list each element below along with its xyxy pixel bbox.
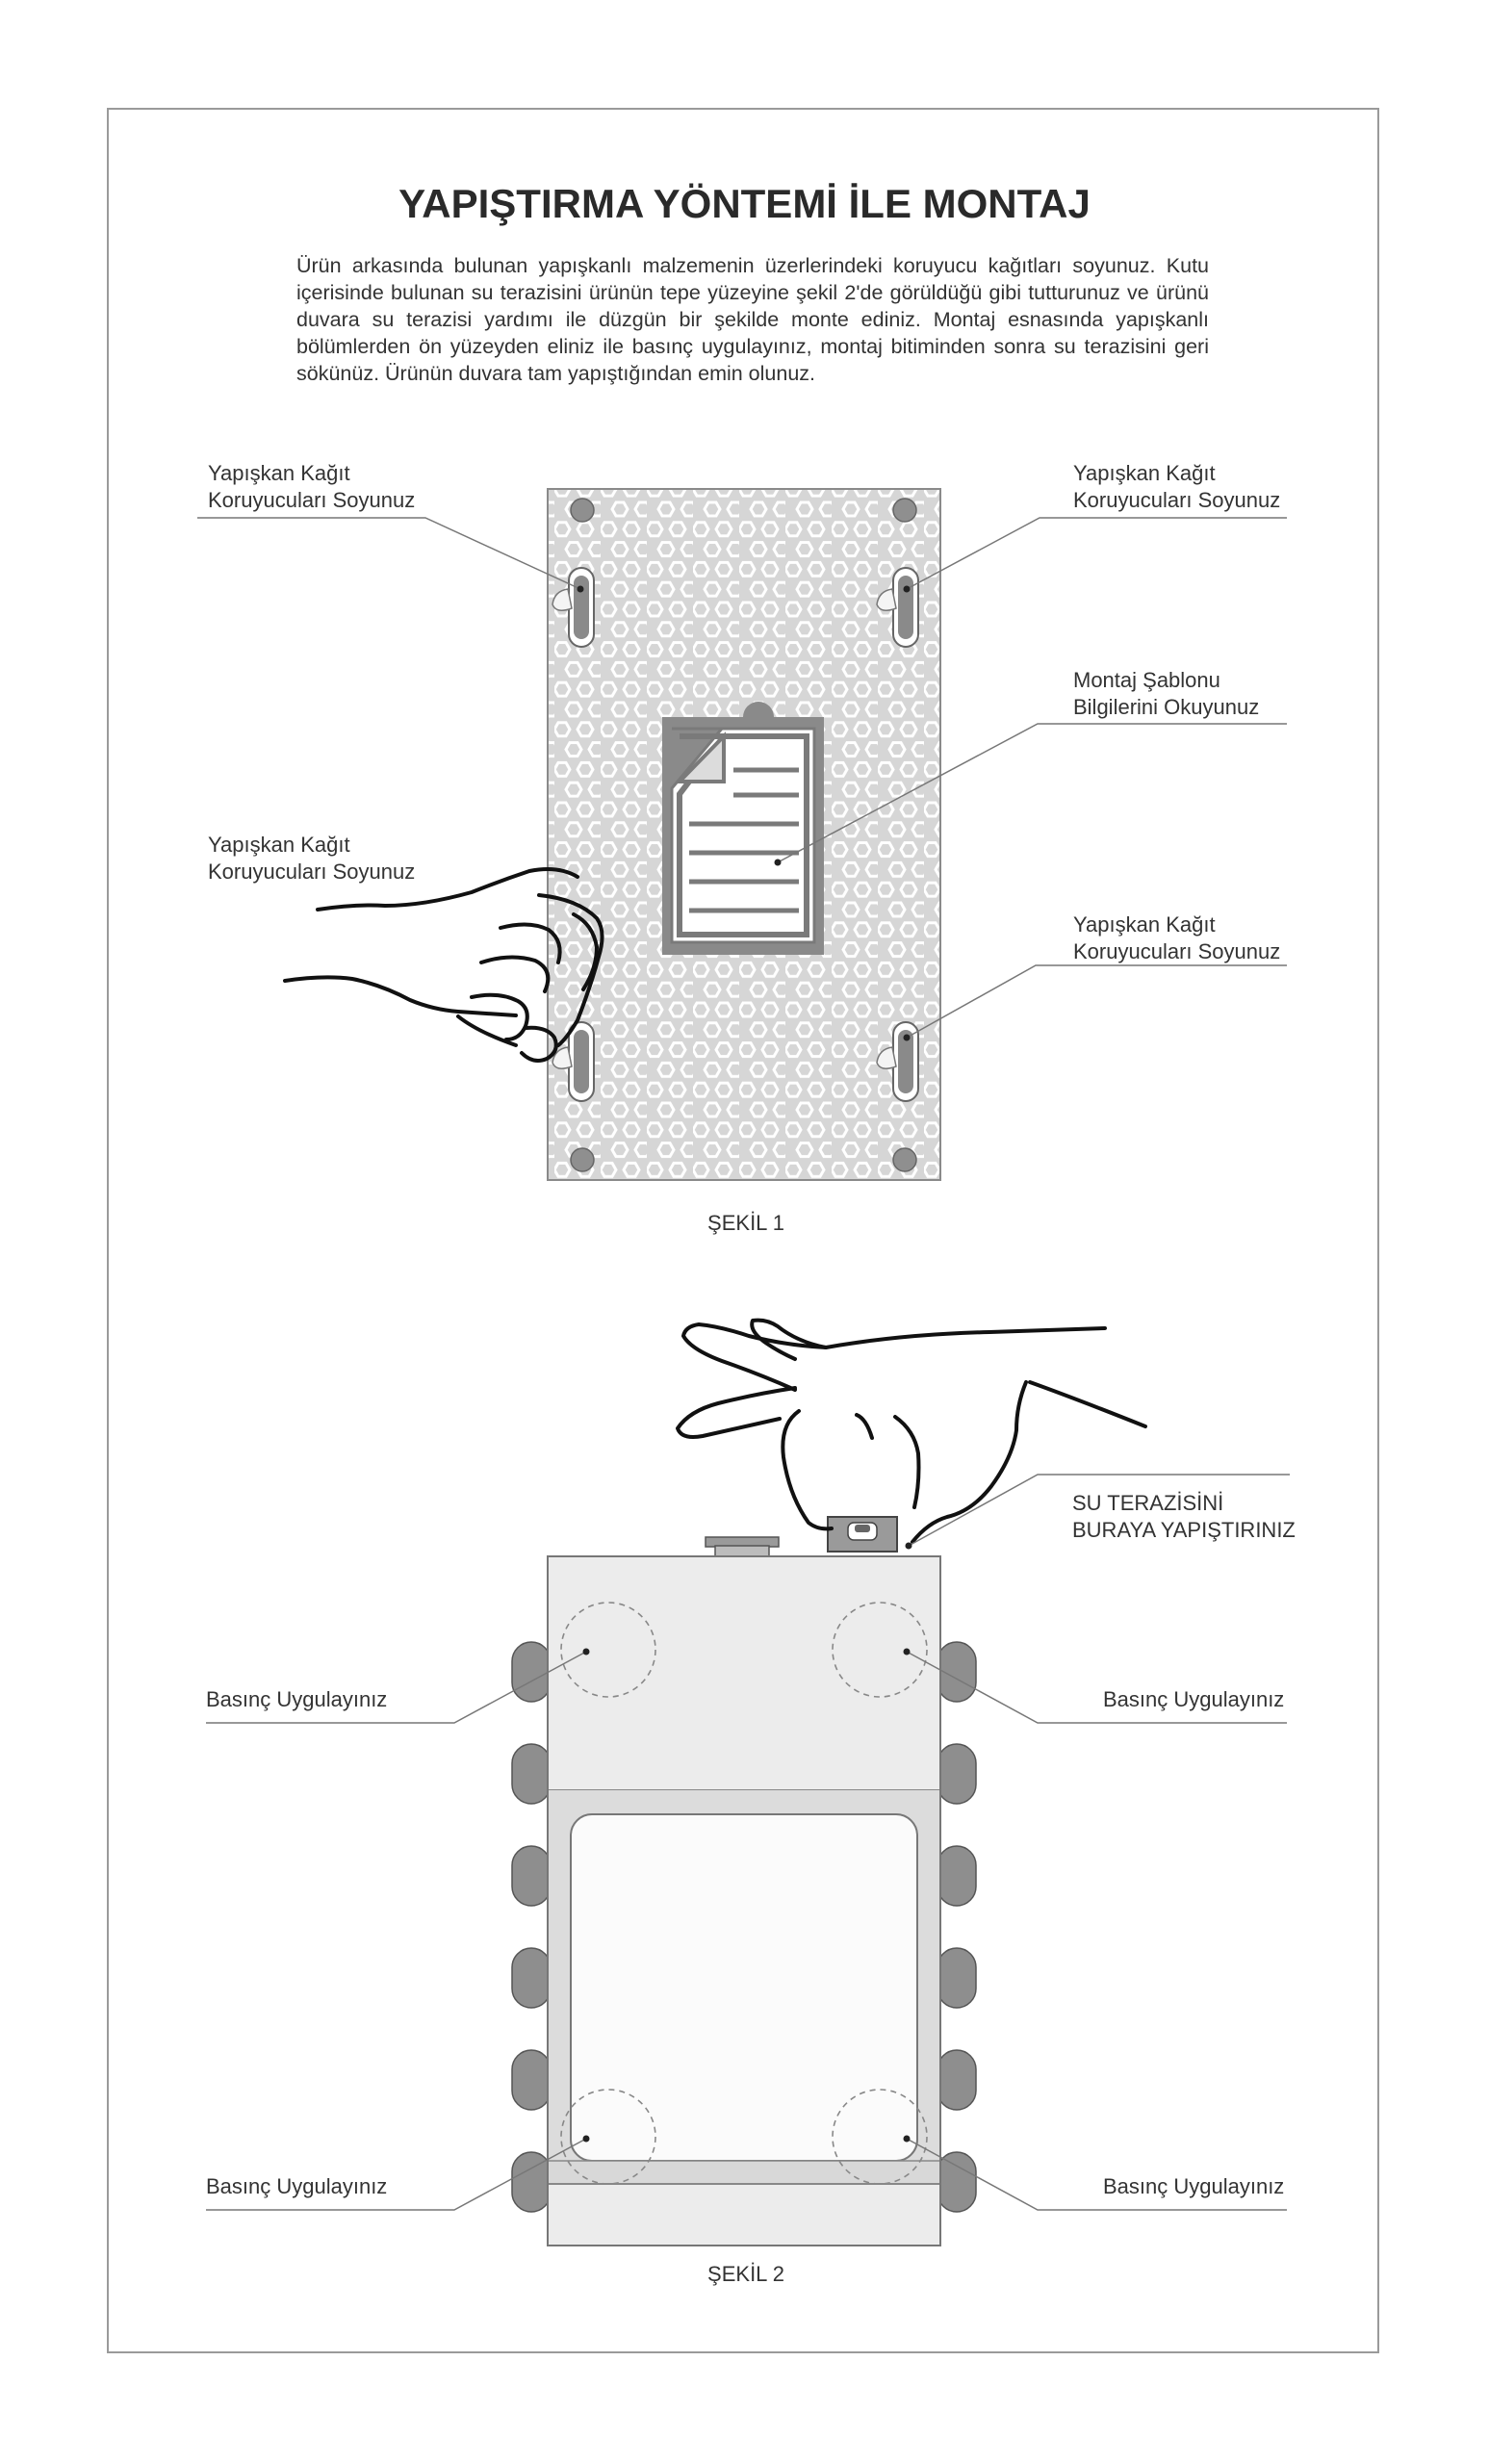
corner-screw-dot <box>893 499 916 522</box>
label-line: Bilgilerini Okuyunuz <box>1073 695 1260 719</box>
spirit-level-icon <box>828 1517 897 1552</box>
label-level-here <box>1072 1490 1296 1544</box>
label-press-bottom-left: Basınç Uygulayınız <box>206 2174 388 2198</box>
figure1-caption: ŞEKİL 1 <box>707 1211 784 1235</box>
label-peel-top-right <box>1073 460 1280 514</box>
label-press-top-left: Basınç Uygulayınız <box>206 1687 388 1711</box>
label-line: BURAYA YAPIŞTIRINIZ <box>1072 1518 1296 1542</box>
label-line: SU TERAZİSİNİ <box>1072 1491 1224 1515</box>
label-peel-bottom-right <box>1073 911 1280 965</box>
label-line: Koruyucuları Soyunuz <box>208 860 416 884</box>
label-peel-top-left <box>208 460 415 514</box>
label-line: Yapışkan Kağıt <box>1073 461 1216 485</box>
label-line: Yapışkan Kağıt <box>208 461 350 485</box>
label-template-info <box>1073 667 1259 721</box>
label-peel-mid-left <box>208 832 415 886</box>
corner-screw-dot <box>571 1148 594 1171</box>
label-line: Koruyucuları Soyunuz <box>208 488 416 512</box>
label-press-bottom-right: Basınç Uygulayınız <box>1103 2174 1285 2198</box>
label-line: Koruyucuları Soyunuz <box>1073 939 1281 963</box>
page-title: YAPIŞTIRMA YÖNTEMİ İLE MONTAJ <box>398 181 1091 226</box>
label-line: Montaj Şablonu <box>1073 668 1220 692</box>
document-icon <box>662 702 824 955</box>
label-press-top-right: Basınç Uygulayınız <box>1103 1687 1285 1711</box>
figure2-body <box>512 1321 1145 2246</box>
corner-screw-dot <box>571 499 594 522</box>
corner-screw-dot <box>893 1148 916 1171</box>
label-line: Koruyucuları Soyunuz <box>1073 488 1281 512</box>
intro-paragraph: Ürün arkasında bulunan yapışkanlı malzemenin üzerlerindeki koruyucu kağıtları soyunuz. Kutu içerisinde bulunan su terazisini ürünün tepe yüzeyine şekil 2'de görüldüğü gibi tutturunuz ve ürünü duvara su terazisi yardımı ile düzgün bir şekilde monte ediniz. Montaj esnasında yapışkanlı bölümlerden ön yüzeyden eliniz ile basınç uygulayınız, montaj bitiminden sonra su terazisini geri sökünüz. Ürünün duvara tam yapıştığından emin olunuz. <box>296 254 1209 385</box>
figure2-caption: ŞEKİL 2 <box>707 2262 784 2286</box>
label-line: Yapışkan Kağıt <box>1073 912 1216 937</box>
label-line: Yapışkan Kağıt <box>208 833 350 857</box>
